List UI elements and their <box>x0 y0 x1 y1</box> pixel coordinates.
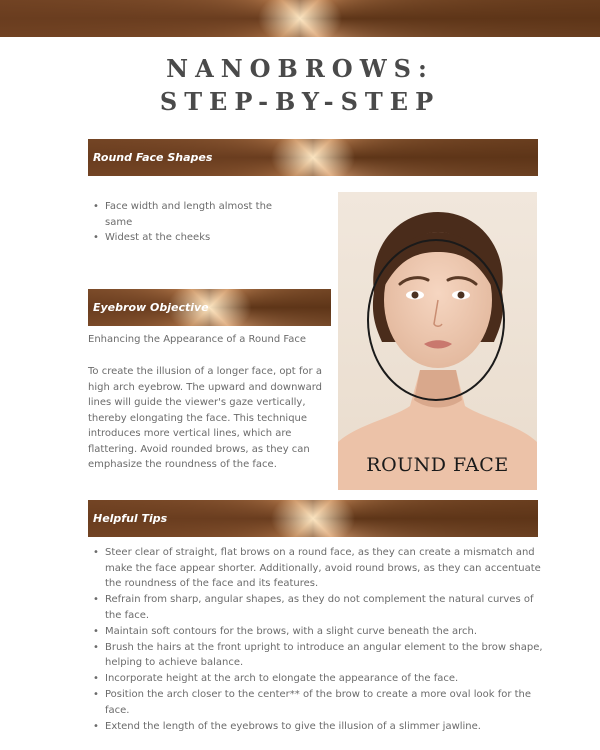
list-item: • Refrain from sharp, angular shapes, as they do not complement the natural curves of the face. <box>91 592 551 623</box>
list-item: • Incorporate height at the arch to elongate the appearance of the face. <box>91 671 551 687</box>
list-item: • Brush the hairs at the front upright to introduce an angular element to the brow shape, helping to achieve balance. <box>91 640 551 671</box>
list-item: • Extend the length of the eyebrows to give the illusion of a slimmer jawline. <box>91 719 551 735</box>
photo-caption: ROUND FACE <box>366 454 509 476</box>
list-item: • Steer clear of straight, flat brows on a round face, as they can create a mismatch and make the face appear shorter. Additionally, avoid round brows, as they can accentuate the roundness of the face and its features. <box>91 545 551 592</box>
objective-heading: Eyebrow Objective <box>93 301 209 314</box>
top-banner <box>0 0 600 37</box>
objective-subtitle: Enhancing the Appearance of a Round Face <box>88 334 306 345</box>
objective-body: To create the illusion of a longer face, opt for a high arch eyebrow. The upward and downward lines will guide the viewer's gaze vertically, thereby elongating the face. This technique introduces more vertical lines, which are flattering. Avoid rounded brows, as they can emphasize the roundness of the face. <box>88 366 323 470</box>
page-title <box>0 52 600 118</box>
round-face-bullet-list <box>91 199 281 246</box>
round-face-heading: Round Face Shapes <box>93 151 213 164</box>
page-title-line2: STEP-BY-STEP <box>159 87 441 116</box>
round-face-photo <box>338 192 537 490</box>
list-item: • Maintain soft contours for the brows, with a slight curve beneath the arch. <box>91 624 551 640</box>
tips-heading: Helpful Tips <box>93 512 168 525</box>
tips-bullet-list <box>91 545 551 735</box>
list-item: • Position the arch closer to the center** of the brow to create a more oval look for the face. <box>91 687 551 718</box>
tips-section-header <box>88 500 538 537</box>
round-face-section-header <box>88 139 538 176</box>
list-item: • Face width and length almost the same <box>91 199 281 230</box>
list-item: • Widest at the cheeks <box>91 230 281 246</box>
page-title-line1: NANOBROWS: <box>166 54 434 83</box>
objective-section-header <box>88 289 331 326</box>
round-face-illustration-icon <box>338 192 537 490</box>
